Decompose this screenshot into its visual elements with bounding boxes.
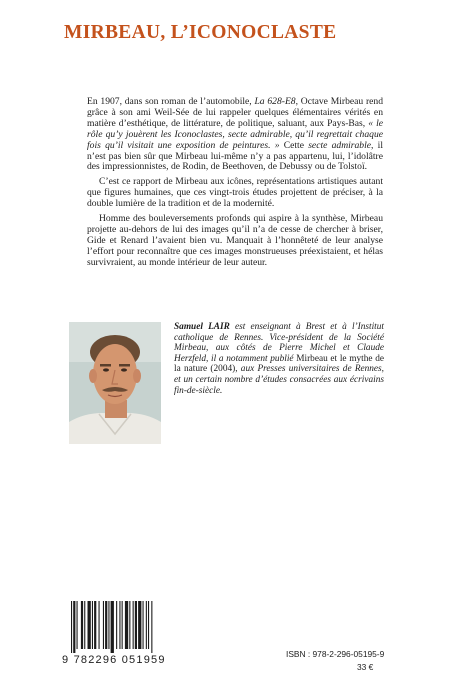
barcode-bar [146,601,147,649]
book-title: MIRBEAU, L’ICONOCLASTE [64,22,337,43]
price: 33 € [357,662,374,672]
barcode-bar [119,601,120,649]
barcode-bar [122,601,123,649]
barcode-bar [108,601,109,649]
blurb-paragraph-1: En 1907, dans son roman de l’automobile, La 628-E8, Octave Mirbeau rend grâce à son ami Weil-Sée de lui rappeler quelques élémentaires vérités en matière d’esthétique, de littérature, de politique, saluant, aux Pays-Bas, « le rôle qu’y jouèrent les Iconoclastes, secte admirable, qu’il regrettait chaque fois qu’il visitait une exposition de peintures. » Cette secte admirable, il n’est pas bien sûr que Mirbeau lui-même n’y a pas appartenu, lui, l’idolâtre des impressionnistes, de Rodin, de Beethoven, de Debussy ou de Tolstoï. [87,96,383,173]
barcode-bar [81,601,83,649]
barcode-digits: 9 782296 051959 [62,654,166,666]
author-name: Samuel LAIR [174,322,230,332]
barcode-bar [116,601,117,649]
barcode-bar [73,601,75,653]
isbn: ISBN : 978-2-296-05195-9 [286,649,385,659]
barcode-bar [105,601,107,649]
blurb-paragraph-3: Homme des bouleversements profonds qui aspire à la synthèse, Mirbeau projette au-dehors de lui des images qu’il n’a de cesse de chercher à briser, Gide et Renard l’avaient bien vu. Manquait à l’honnêteté de leur analyse l’effort pour reconnaître que ces images monstrueuses préexistaient, et hélas survivraient, au monde intérieur de leur auteur. [87,213,383,268]
barcode-bar [138,601,141,649]
barcode-bar [88,601,91,649]
blurb-paragraph-2: C’est ce rapport de Mirbeau aux icônes, représentations artistiques autant que figures humaines, que ces vingt-trois études projettent de préciser, à la double lumière de la tradition et de la modernité. [87,176,383,210]
barcode-bar [71,601,72,653]
author-bio: Samuel LAIR est enseignant à Brest et à l’Institut catholique de Rennes. Vice-président de la Société Mirbeau, aux côtés de Pierre Michel et Claude Herzfeld, il a notamment publié Mirbeau et le mythe de la nature (2004), aux Presses universitaires de Rennes, et un certain nombre d’études consacrées aux écrivains fin-de-siècle. [174,322,384,396]
barcode-bar [148,601,149,649]
barcode-bar [125,601,128,649]
back-cover-blurb [87,97,383,273]
barcode-bar [103,601,104,649]
barcode-bar [135,601,137,649]
barcode-bar [92,601,93,649]
barcode-bar [129,601,130,649]
barcode [69,601,189,653]
barcode-bar [133,601,134,649]
barcode-bar [77,601,78,649]
barcode-bar [94,601,96,649]
barcode-bar [99,601,100,649]
barcode-bar [84,601,85,649]
barcode-bar [151,601,152,653]
author-photo [69,322,161,444]
barcode-bar [143,601,144,649]
barcode-bar [111,601,114,653]
